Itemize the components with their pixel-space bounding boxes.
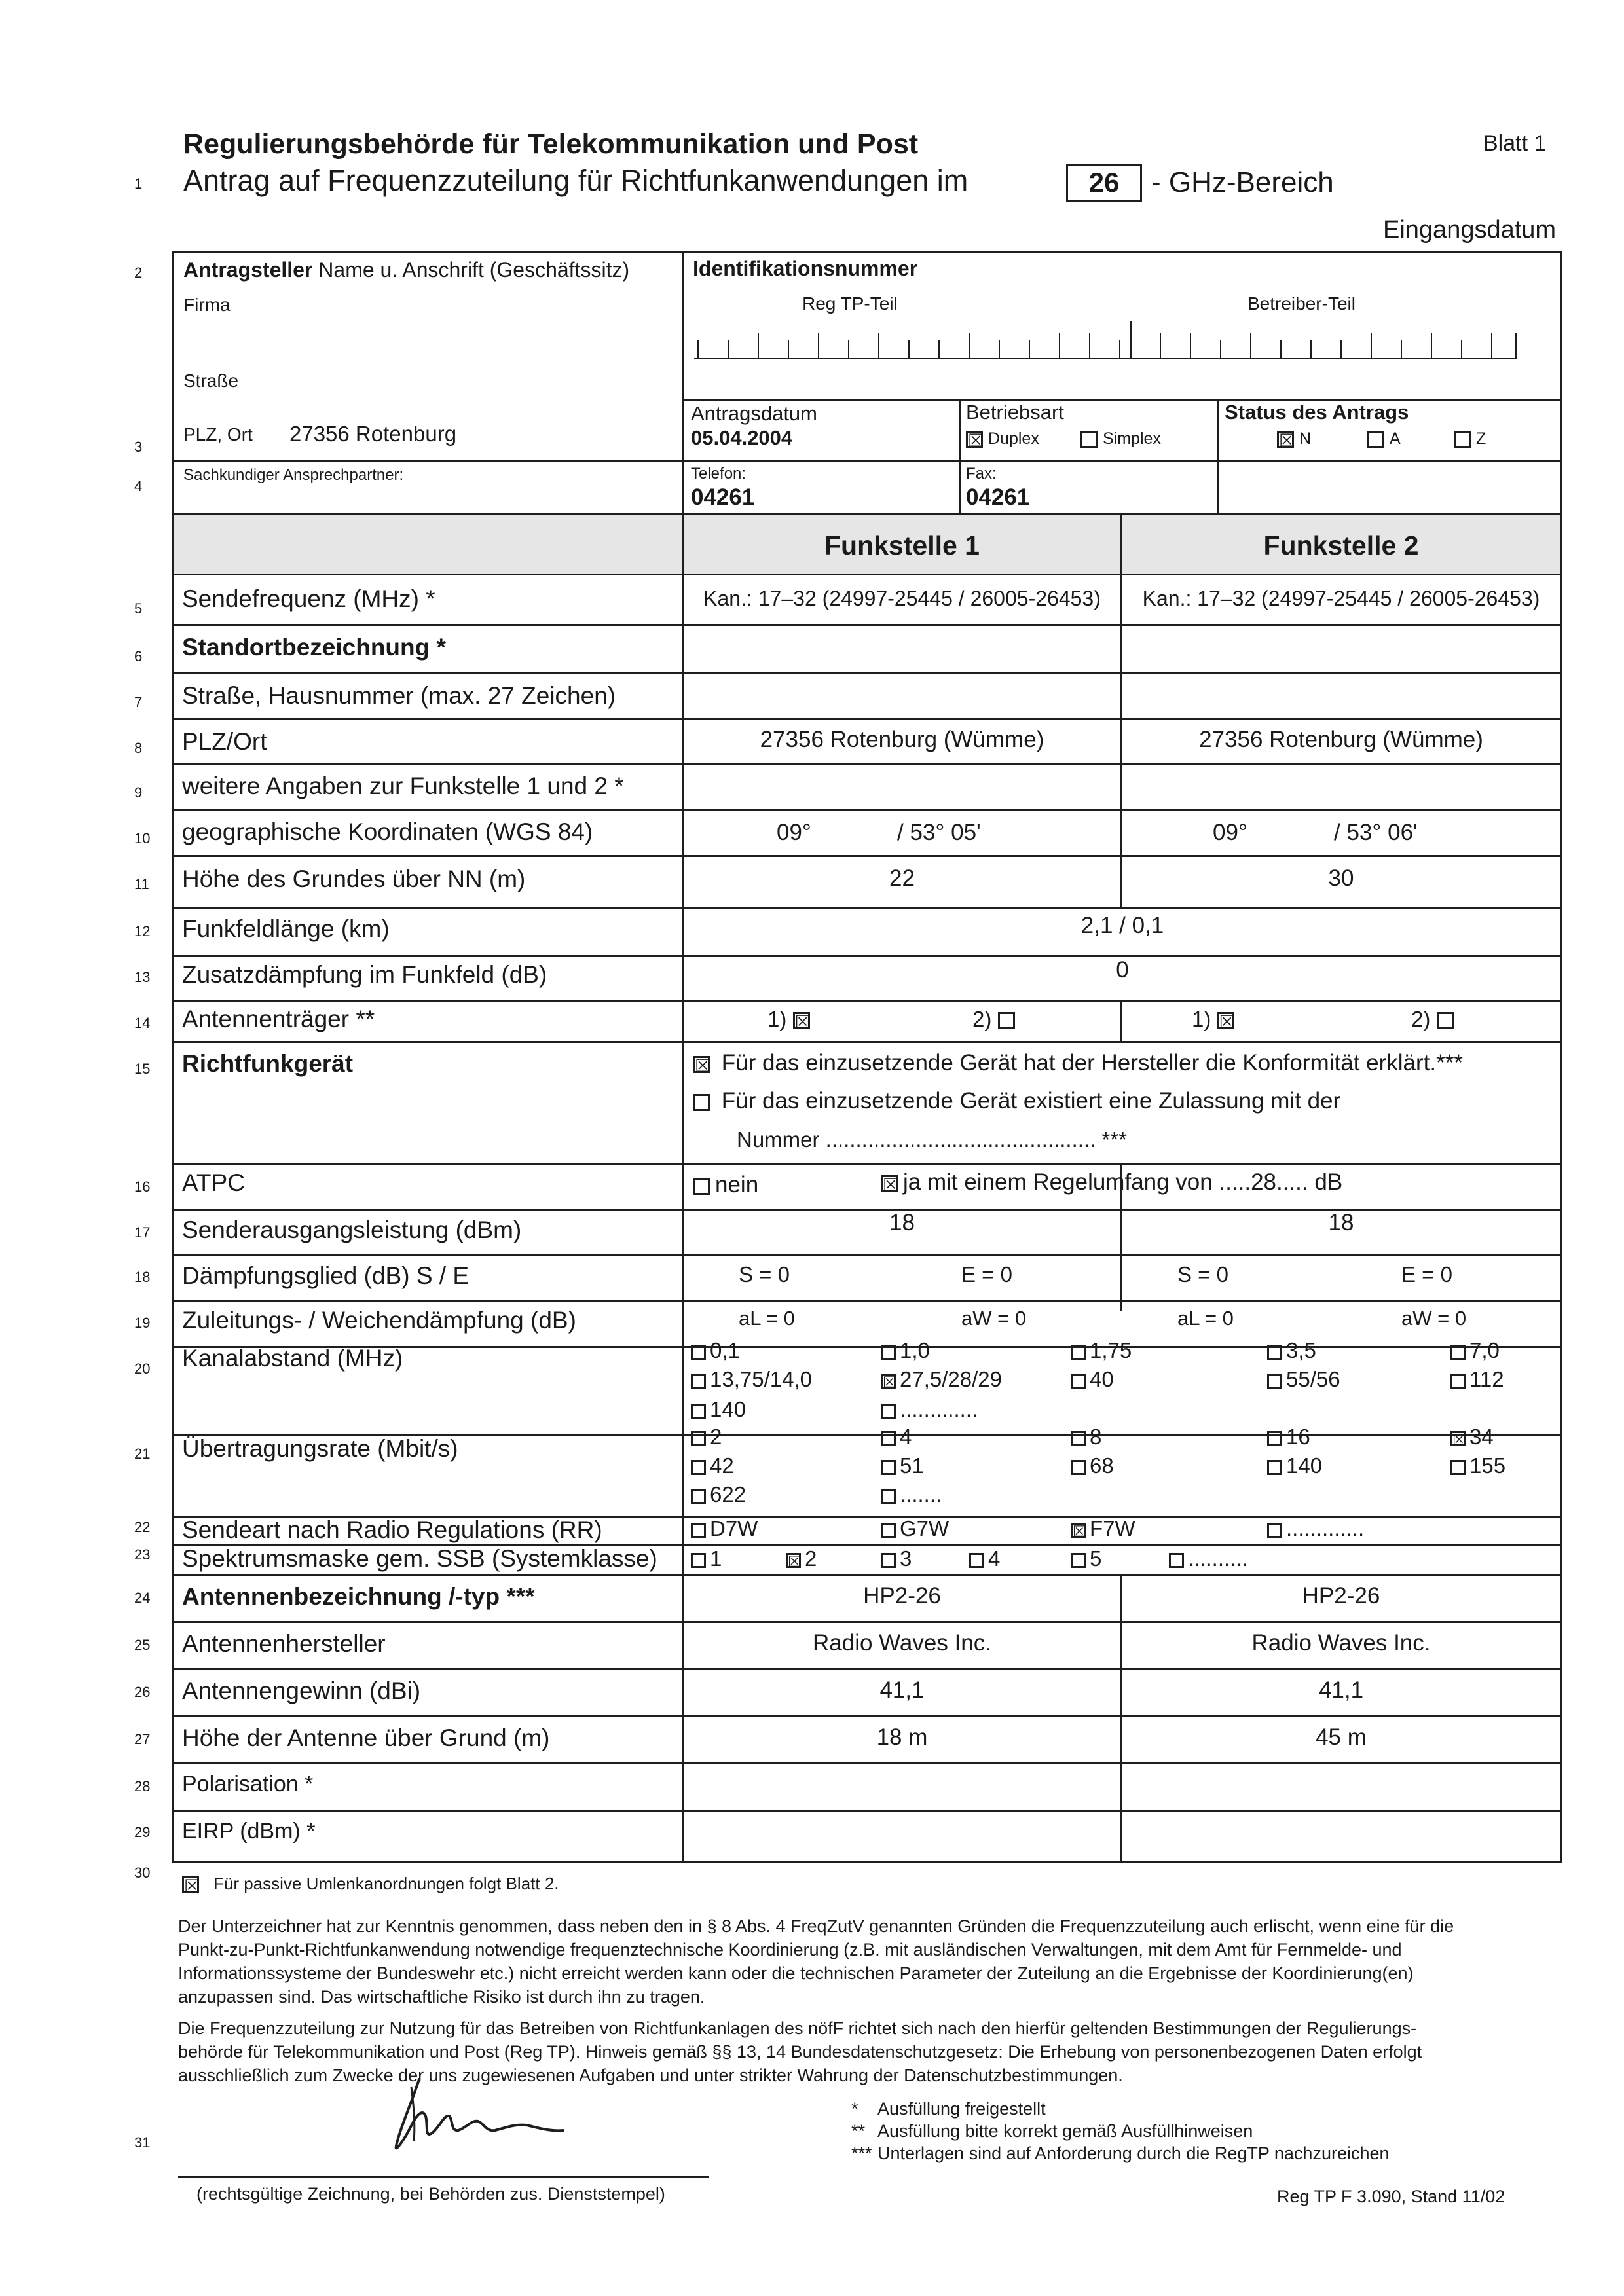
line-number: 11 [134,876,149,892]
row-10-label: geographische Koordinaten (WGS 84) [182,818,593,845]
channel-spacing-label: 140 [710,1397,747,1421]
channel-spacing-label: 55/56 [1286,1367,1340,1391]
station-2-mast-opt1-label: 1) [1192,1007,1211,1031]
station-2-mast-opt1[interactable] [1192,1007,1240,1032]
channel-spacing-checkbox[interactable] [691,1374,706,1389]
equipment-conformity-label: Für das einzusetzende Gerät hat der Hersteller die Konformität erklärt.*** [721,1050,1463,1076]
channel-spacing-checkbox[interactable] [1267,1345,1282,1360]
phone-label: Telefon: [691,465,747,483]
phone-value[interactable]: 04261 [691,484,755,510]
station-2-ground-height[interactable]: 30 [1328,866,1354,891]
footnote-3 [851,2143,1390,2164]
firm-label: Firma [183,295,231,315]
station-1-antenna-height[interactable]: 18 m [876,1724,928,1750]
atpc-no-checkbox[interactable] [693,1178,710,1195]
atpc-yes-checkbox[interactable]: ☒ [881,1175,898,1192]
emission-label: F7W [1090,1516,1135,1540]
simplex-label: Simplex [1103,429,1161,448]
duplex-checkbox[interactable]: ☒ [966,431,983,448]
fax-label: Fax: [966,465,997,483]
status-n-checkbox[interactable]: ☒ [1277,431,1294,448]
applicant-label-rest: Name u. Anschrift (Geschäftssitz) [318,258,630,282]
equipment-approval-option[interactable] [693,1088,1340,1114]
channel-spacing-option[interactable] [1071,1367,1114,1392]
bit-rate-checkbox[interactable] [1071,1431,1086,1446]
bit-rate-option[interactable] [881,1425,912,1449]
extra-attenuation-value[interactable]: 0 [1116,957,1129,983]
channel-spacing-checkbox[interactable] [1267,1374,1282,1389]
city-value[interactable]: 27356 Rotenburg [289,422,457,446]
footnote-1 [851,2099,1046,2119]
line-number: 3 [134,439,143,455]
line-number: 31 [134,2134,151,2151]
bit-rate-option[interactable] [691,1453,734,1478]
status-z-label: Z [1476,429,1486,448]
mask-checkbox[interactable] [1071,1553,1086,1568]
legal-paragraph-1 [178,1914,1454,2009]
row-27-label: Höhe der Antenne über Grund (m) [182,1724,550,1751]
bit-rate-checkbox[interactable] [881,1431,896,1446]
form-id: Reg TP F 3.090, Stand 11/02 [1277,2187,1505,2206]
signature-field[interactable] [367,2068,668,2159]
channel-spacing-option[interactable] [881,1397,978,1422]
line-number: 7 [134,694,143,710]
station-1-feeder-loss[interactable]: aL = 0 [739,1307,795,1330]
emission-option[interactable] [691,1516,758,1541]
channel-spacing-checkbox[interactable] [1071,1345,1086,1360]
station-2-antenna-type[interactable]: HP2-26 [1302,1583,1380,1609]
channel-spacing-option[interactable] [1450,1367,1504,1392]
legal-line: behörde für Telekommunikation und Post (Reg TP). Hinweis gemäß §§ 13, 14 Bundesdatenschutzgesetz: Die Erhebung von personenbezogenen Daten erfolgt [178,2042,1422,2062]
street-label: Straße [183,371,239,391]
channel-spacing-option[interactable] [1071,1338,1132,1363]
bit-rate-label: 42 [710,1453,734,1478]
mask-label: 3 [900,1546,912,1571]
mask-option[interactable] [881,1546,912,1571]
row-24-label: Antennenbezeichnung /-typ *** [182,1583,535,1610]
footnote-mark: * [851,2099,858,2119]
channel-spacing-label: 112 [1469,1367,1504,1391]
station-1-attenuator-s[interactable]: S = 0 [739,1262,790,1286]
authority-name: Regulierungsbehörde für Telekommunikation und Post [183,128,919,160]
duplex-label: Duplex [988,429,1039,448]
row-7-label: Straße, Hausnummer (max. 27 Zeichen) [182,682,616,709]
station-1-mast-opt1[interactable] [767,1007,815,1032]
bit-rate-checkbox[interactable] [881,1460,896,1475]
station-2-header: Funkstelle 2 [1263,530,1419,560]
line-number: 22 [134,1519,151,1535]
station-2-longitude[interactable]: 09° [1213,820,1247,845]
legal-paragraph-2 [178,2016,1422,2087]
mask-checkbox[interactable] [1169,1553,1184,1568]
emission-label: D7W [710,1516,758,1540]
channel-spacing-label: 3,5 [1286,1338,1316,1362]
row-21-label: Übertragungsrate (Mbit/s) [182,1435,458,1462]
line-number: 10 [134,830,151,847]
channel-spacing-label: 27,5/28/29 [900,1367,1002,1391]
line-number: 6 [134,648,143,665]
mask-label: .......... [1188,1546,1248,1571]
status-a-checkbox[interactable] [1367,431,1384,448]
link-length-value[interactable]: 2,1 / 0,1 [1080,913,1164,938]
row-5-label: Sendefrequenz (MHz) * [182,585,435,612]
legal-line: anzupassen sind. Das wirtschaftliche Risiko ist durch ihn zu tragen. [178,1987,705,2007]
station-1-antenna-type[interactable]: HP2-26 [863,1583,941,1609]
bit-rate-option[interactable] [1267,1425,1310,1449]
bit-rate-label: 2 [710,1425,722,1449]
mask-label: 4 [988,1546,1001,1571]
bit-rate-checkbox[interactable] [1450,1460,1466,1475]
row-23-label: Spektrumsmaske gem. SSB (Systemklasse) [182,1545,657,1572]
bit-rate-label: 34 [1469,1425,1494,1449]
line-number: 13 [134,969,151,985]
line-number: 1 [134,175,143,192]
row-26-label: Antennengewinn (dBi) [182,1677,421,1704]
identification-label: Identifikationsnummer [693,257,918,280]
line-number: 24 [134,1590,151,1606]
band-field[interactable]: 26 [1066,164,1142,202]
station-2-latitude[interactable]: / 53° 06' [1334,820,1418,845]
line-number: 15 [134,1061,151,1077]
station-1-header: Funkstelle 1 [824,530,980,560]
line-number: 25 [134,1637,151,1653]
legal-line: Informationssysteme der Bundeswehr etc.) nicht erreicht werden kann oder die technischen Parameter der Zuteilung an die Ergebnisse der Koordinierung(en) [178,1963,1414,1983]
applicant-label [183,258,629,282]
legal-line: Punkt-zu-Punkt-Richtfunkanwendung notwendige frequenztechnische Koordinierung (z.B. mit ausländischen Verwaltungen, mit dem Amt für Fernmelde- und [178,1940,1402,1959]
channel-spacing-checkbox[interactable]: ☒ [881,1374,896,1389]
station-1-longitude[interactable]: 09° [777,820,811,845]
footnote-mark: *** [851,2143,872,2163]
bit-rate-checkbox[interactable] [881,1489,896,1504]
status-z-option[interactable] [1454,429,1486,448]
simplex-option[interactable] [1080,429,1161,448]
bit-rate-label: 68 [1090,1453,1114,1478]
station-2-tx-power[interactable]: 18 [1328,1210,1354,1235]
emission-checkbox[interactable] [881,1523,896,1538]
emission-label: ............. [1286,1516,1365,1540]
line-number: 16 [134,1178,151,1195]
channel-spacing-checkbox[interactable] [881,1345,896,1360]
atpc-yes-label: ja mit einem Regelumfang von .....28..... dB [903,1169,1343,1195]
line-number: 26 [134,1684,151,1700]
emission-checkbox[interactable]: ☒ [1071,1523,1086,1538]
station-2-mast-opt2-checkbox[interactable] [1437,1012,1454,1029]
bit-rate-option[interactable] [1450,1425,1494,1449]
station-2-eirp[interactable] [1122,1812,1560,1860]
row-8-label: PLZ/Ort [182,728,267,755]
application-date-value[interactable]: 05.04.2004 [691,426,793,449]
mask-checkbox[interactable] [969,1553,984,1568]
row-11-label: Höhe des Grundes über NN (m) [182,866,526,892]
station-1-antenna-manufacturer[interactable]: Radio Waves Inc. [813,1630,991,1656]
atpc-yes-option[interactable] [881,1169,1342,1195]
bit-rate-checkbox[interactable] [1267,1431,1282,1446]
line-number: 28 [134,1778,151,1795]
channel-spacing-option[interactable] [1267,1338,1316,1363]
channel-spacing-checkbox[interactable] [1450,1374,1466,1389]
station-1-mast-opt1-label: 1) [767,1007,787,1031]
bit-rate-option[interactable] [1450,1453,1505,1478]
station-2-antenna-gain[interactable]: 41,1 [1318,1677,1364,1703]
channel-spacing-checkbox[interactable] [691,1345,706,1360]
simplex-checkbox[interactable] [1080,431,1098,448]
row-22-label: Sendeart nach Radio Regulations (RR) [182,1516,602,1543]
bit-rate-label: 8 [1090,1425,1102,1449]
mask-label: 1 [710,1546,722,1571]
atpc-no-label: nein [715,1172,759,1197]
channel-spacing-option[interactable] [1267,1367,1340,1392]
bit-rate-label: 51 [900,1453,924,1478]
line-number: 23 [134,1546,151,1563]
bit-rate-label: 622 [710,1482,747,1506]
channel-spacing-checkbox[interactable] [691,1404,706,1419]
fax-value[interactable]: 04261 [966,484,1030,510]
line-number: 14 [134,1015,151,1031]
bit-rate-option[interactable] [691,1482,746,1507]
line-number: 12 [134,923,151,939]
emission-checkbox[interactable] [1267,1523,1282,1538]
row-15-label: Richtfunkgerät [182,1050,354,1077]
equipment-conformity-option[interactable] [693,1050,1463,1076]
bit-rate-checkbox[interactable]: ☒ [1450,1431,1466,1446]
legal-line: ausschließlich zum Zwecke der uns zugewiesenen Aufgaben und unter strikter Wahrung der Datenschutzbestimmungen. [178,2066,1123,2085]
emission-option[interactable] [881,1516,949,1541]
bit-rate-option[interactable] [881,1482,942,1507]
channel-spacing-checkbox[interactable] [1071,1374,1086,1389]
channel-spacing-option[interactable] [881,1338,930,1363]
status-n-label: N [1299,429,1312,448]
row-6-label: Standortbezeichnung * [182,634,446,661]
footnote-mark: ** [851,2121,866,2141]
line-number: 4 [134,478,143,494]
line-number: 19 [134,1315,151,1331]
channel-spacing-label: ............. [900,1397,978,1421]
station-2-branching-loss[interactable]: aW = 0 [1401,1307,1467,1330]
station-2-site-name[interactable] [1122,626,1560,670]
line-number: 29 [134,1824,151,1840]
footnote-text: Ausfüllung bitte korrekt gemäß Ausfüllhinweisen [877,2121,1253,2141]
mask-checkbox[interactable] [881,1553,896,1568]
equipment-conformity-checkbox[interactable]: ☒ [693,1056,710,1073]
station-1-site-name[interactable] [684,626,1120,670]
station-2-attenuator-e[interactable]: E = 0 [1401,1262,1452,1286]
row-28-label: Polarisation * [182,1772,314,1796]
passive-reflector-option[interactable] [182,1874,559,1897]
station-2-attenuator-s[interactable]: S = 0 [1177,1262,1228,1286]
bit-rate-label: 155 [1469,1453,1506,1478]
emission-option[interactable] [1267,1516,1364,1541]
station-1-latitude[interactable]: / 53° 05' [897,820,981,845]
mask-option[interactable] [786,1546,817,1571]
emission-label: G7W [900,1516,950,1540]
bit-rate-checkbox[interactable] [691,1489,706,1504]
station-1-branching-loss[interactable]: aW = 0 [961,1307,1027,1330]
status-z-checkbox[interactable] [1454,431,1471,448]
mask-label: 5 [1090,1546,1102,1571]
row-29-label: EIRP (dBm) * [182,1819,316,1844]
station-2-antenna-height[interactable]: 45 m [1316,1724,1367,1750]
legal-line: Die Frequenzzuteilung zur Nutzung für das Betreiben von Richtfunkanlagen des nöfF richtet sich nach den hierfür geltenden Bestimmungen der Regulierungs- [178,2018,1417,2038]
channel-spacing-option[interactable] [881,1367,1002,1392]
station-1-polarisation[interactable] [684,1764,1120,1808]
bit-rate-option[interactable] [881,1453,924,1478]
station-1-frequency[interactable]: Kan.: 17–32 (24997-25445 / 26005-26453) [703,587,1101,610]
channel-spacing-option[interactable] [691,1397,746,1422]
contact-label: Sachkundiger Ansprechpartner: [183,466,404,484]
received-date-label: Eingangsdatum [1383,216,1557,244]
station-2-city[interactable]: 27356 Rotenburg (Wümme) [1199,727,1483,752]
row-19-label: Zuleitungs- / Weichendämpfung (dB) [182,1307,576,1334]
signature-line [178,2176,709,2178]
channel-spacing-label: 13,75/14,0 [710,1367,812,1391]
station-1-extra-info[interactable] [684,765,1120,808]
station-1-attenuator-e[interactable]: E = 0 [961,1262,1012,1286]
mask-label: 2 [805,1546,817,1571]
row-13-label: Zusatzdämpfung im Funkfeld (dB) [182,961,547,988]
row-9-label: weitere Angaben zur Funkstelle 1 und 2 * [182,773,624,799]
station-1-eirp[interactable] [684,1812,1120,1860]
station-2-mast-opt2-label: 2) [1411,1007,1431,1031]
signature-caption: (rechtsgültige Zeichnung, bei Behörden zus. Dienststempel) [196,2184,665,2204]
station-1-tx-power[interactable]: 18 [889,1210,915,1235]
bit-rate-checkbox[interactable] [691,1431,706,1446]
bit-rate-option[interactable] [1071,1425,1101,1449]
equipment-approval-checkbox[interactable] [693,1094,710,1111]
footnote-2 [851,2121,1253,2141]
id-number-field[interactable] [694,321,1552,360]
mask-checkbox[interactable] [691,1553,706,1568]
bit-rate-label: 140 [1286,1453,1323,1478]
channel-spacing-option[interactable] [691,1338,740,1363]
emission-checkbox[interactable] [691,1523,706,1538]
equipment-approval-number[interactable]: Nummer ............................................. *** [737,1127,1127,1152]
footnote-text: Unterlagen sind auf Anforderung durch die RegTP nachzureichen [877,2143,1390,2163]
row-25-label: Antennenhersteller [182,1630,386,1657]
station-2-feeder-loss[interactable]: aL = 0 [1177,1307,1234,1330]
station-1-antenna-gain[interactable]: 41,1 [879,1677,925,1703]
line-number: 5 [134,600,143,617]
channel-spacing-label: 0,1 [710,1338,740,1362]
station-2-mast-opt1-checkbox[interactable]: ☒ [1217,1012,1234,1029]
line-number: 18 [134,1269,151,1285]
channel-spacing-option[interactable] [691,1367,812,1392]
bit-rate-option[interactable] [691,1425,722,1449]
city-label: PLZ, Ort [183,424,253,445]
station-2-mast-opt2[interactable] [1411,1007,1459,1032]
station-1-mast-opt2-checkbox[interactable] [998,1012,1015,1029]
station-1-mast-opt1-checkbox[interactable]: ☒ [793,1012,810,1029]
bit-rate-label: ....... [900,1482,942,1506]
bit-rate-checkbox[interactable] [1071,1460,1086,1475]
station-1-street[interactable] [684,674,1120,716]
street-field[interactable] [301,364,668,397]
firm-field[interactable] [301,288,668,321]
bit-rate-option[interactable] [1071,1453,1114,1478]
status-a-label: A [1390,429,1401,448]
station-1-mast-opt2-label: 2) [972,1007,992,1031]
channel-spacing-checkbox[interactable] [1450,1345,1466,1360]
legal-line: Der Unterzeichner hat zur Kenntnis genommen, dass neben den in § 8 Abs. 4 FreqZutV genannten Gründen die Frequenzzuteilung auch erlischt, wenn eine für die [178,1916,1454,1936]
row-14-label: Antennenträger ** [182,1006,375,1032]
status-n-option[interactable] [1277,429,1312,451]
station-2-street[interactable] [1122,674,1560,716]
row-17-label: Senderausgangsleistung (dBm) [182,1216,522,1243]
passive-reflector-label: Für passive Umlenkanordnungen folgt Blatt 2. [213,1874,559,1893]
band-suffix: - GHz-Bereich [1151,166,1334,198]
application-date-label: Antragsdatum [691,402,817,425]
equipment-approval-label: Für das einzusetzende Gerät existiert eine Zulassung mit der [721,1088,1341,1114]
channel-spacing-label: 40 [1090,1367,1114,1391]
row-16-label: ATPC [182,1169,245,1196]
mask-checkbox[interactable]: ☒ [786,1553,801,1568]
channel-spacing-label: 1,75 [1090,1338,1132,1362]
emission-option[interactable] [1071,1516,1135,1541]
operating-mode-label: Betriebsart [966,401,1064,424]
row-20-label: Kanalabstand (MHz) [182,1345,403,1372]
sheet-number: Blatt 1 [1483,131,1547,156]
bit-rate-option[interactable] [1267,1453,1322,1478]
channel-spacing-label: 7,0 [1469,1338,1500,1362]
operator-part-label: Betreiber-Teil [1247,293,1356,314]
station-1-ground-height[interactable]: 22 [889,866,915,891]
bit-rate-checkbox[interactable] [1267,1460,1282,1475]
id-tick-comb [694,321,1552,360]
station-2-antenna-manufacturer[interactable]: Radio Waves Inc. [1251,1630,1431,1656]
station-2-extra-info[interactable] [1122,765,1560,808]
line-number: 17 [134,1224,151,1241]
atpc-no-option[interactable] [693,1172,758,1198]
bit-rate-label: 16 [1286,1425,1310,1449]
passive-reflector-checkbox[interactable]: ☒ [182,1876,199,1893]
mask-option[interactable] [1071,1546,1101,1571]
line-number: 27 [134,1731,151,1747]
applicant-label-bold: Antragsteller [183,258,313,282]
channel-spacing-option[interactable] [1450,1338,1500,1363]
line-number: 2 [134,264,143,281]
status-a-option[interactable] [1367,429,1401,448]
mask-option[interactable] [691,1546,722,1571]
channel-spacing-checkbox[interactable] [881,1404,896,1419]
bit-rate-checkbox[interactable] [691,1460,706,1475]
line-number: 8 [134,740,143,756]
mask-option[interactable] [969,1546,1000,1571]
mask-option[interactable] [1169,1546,1248,1571]
regtp-part-label: Reg TP-Teil [802,293,898,314]
row-12-label: Funkfeldlänge (km) [182,915,390,942]
station-2-polarisation[interactable] [1122,1764,1560,1808]
bit-rate-label: 4 [900,1425,912,1449]
line-number: 9 [134,784,143,801]
line-number: 21 [134,1446,151,1462]
station-1-mast-opt2[interactable] [972,1007,1020,1032]
line-number: 20 [134,1360,151,1377]
footnote-text: Ausfüllung freigestellt [877,2099,1046,2119]
row-18-label: Dämpfungsglied (dB) S / E [182,1262,470,1289]
station-2-frequency[interactable]: Kan.: 17–32 (24997-25445 / 26005-26453) [1142,587,1540,610]
application-status-label: Status des Antrags [1225,401,1409,424]
station-1-city[interactable]: 27356 Rotenburg (Wümme) [760,727,1044,752]
duplex-option[interactable] [966,429,1039,451]
handwritten-signature [367,2068,668,2159]
channel-spacing-label: 1,0 [900,1338,930,1362]
line-number: 30 [134,1865,151,1881]
form-title: Antrag auf Frequenzzuteilung für Richtfunkanwendungen im [183,164,969,197]
